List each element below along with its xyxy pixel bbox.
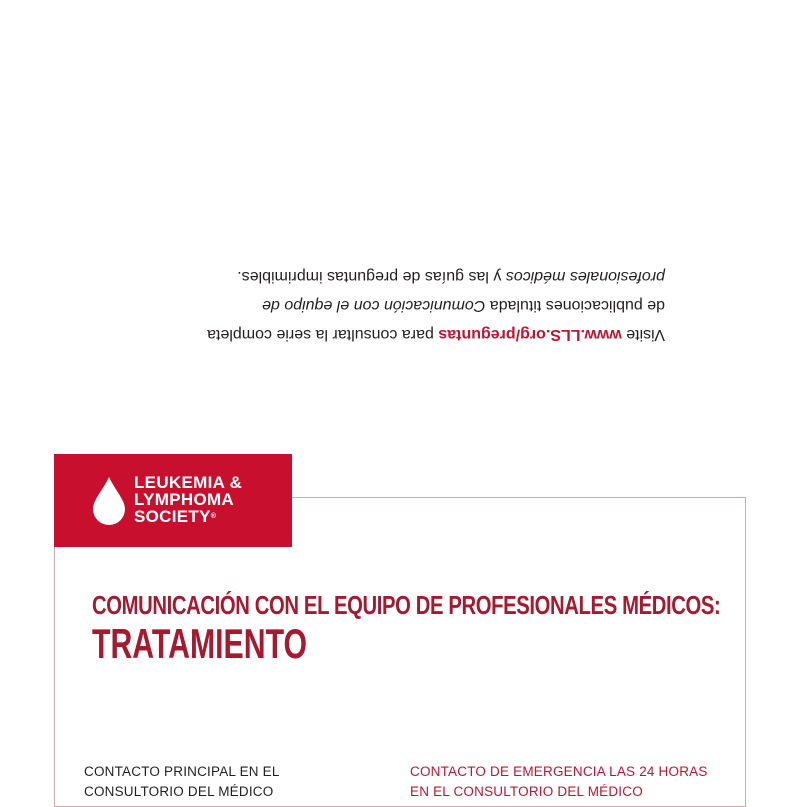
emergency-contact-line-2: EN EL CONSULTORIO DEL MÉDICO	[410, 784, 643, 799]
fold-line-1-suffix: para consultar la serie completa	[207, 326, 439, 343]
fold-line-1-prefix: Visite	[621, 326, 665, 343]
registered-mark: ®	[210, 513, 217, 520]
fold-line-2-italic: Comunicación con el equipo de	[262, 297, 486, 314]
logo-wordmark	[134, 474, 242, 525]
title-line-1: COMUNICACIÓN CON EL EQUIPO DE PROFESIONALES MÉDICOS:	[92, 590, 721, 620]
emergency-contact-label	[410, 762, 708, 802]
logo-line-1: LEUKEMIA &	[134, 473, 243, 492]
blood-drop-icon	[92, 476, 126, 526]
fold-line-3	[140, 262, 665, 291]
title-line-2: TRATAMIENTO	[92, 620, 308, 667]
primary-contact-line-1: CONTACTO PRINCIPAL EN EL	[84, 764, 280, 779]
fold-line-2-prefix: de publicaciones titulada	[485, 297, 665, 314]
primary-contact-label	[84, 762, 280, 802]
lls-logo	[54, 454, 292, 547]
fold-instructions	[140, 262, 665, 349]
logo-line-3-text: SOCIETY	[134, 507, 211, 526]
fold-line-2	[140, 291, 665, 320]
lls-url-link[interactable]: www.LLS.org/preguntas	[438, 326, 622, 343]
fold-line-1	[140, 320, 665, 349]
document-title	[92, 590, 800, 666]
logo-line-3	[134, 508, 242, 525]
primary-contact-line-2: CONSULTORIO DEL MÉDICO	[84, 784, 274, 799]
logo-line-2: LYMPHOMA	[134, 490, 235, 509]
emergency-contact-line-1: CONTACTO DE EMERGENCIA LAS 24 HORAS	[410, 764, 708, 779]
fold-line-3-italic: profesionales médicos	[505, 268, 665, 285]
fold-line-3-suffix: y las guías de preguntas imprimibles.	[237, 268, 506, 285]
